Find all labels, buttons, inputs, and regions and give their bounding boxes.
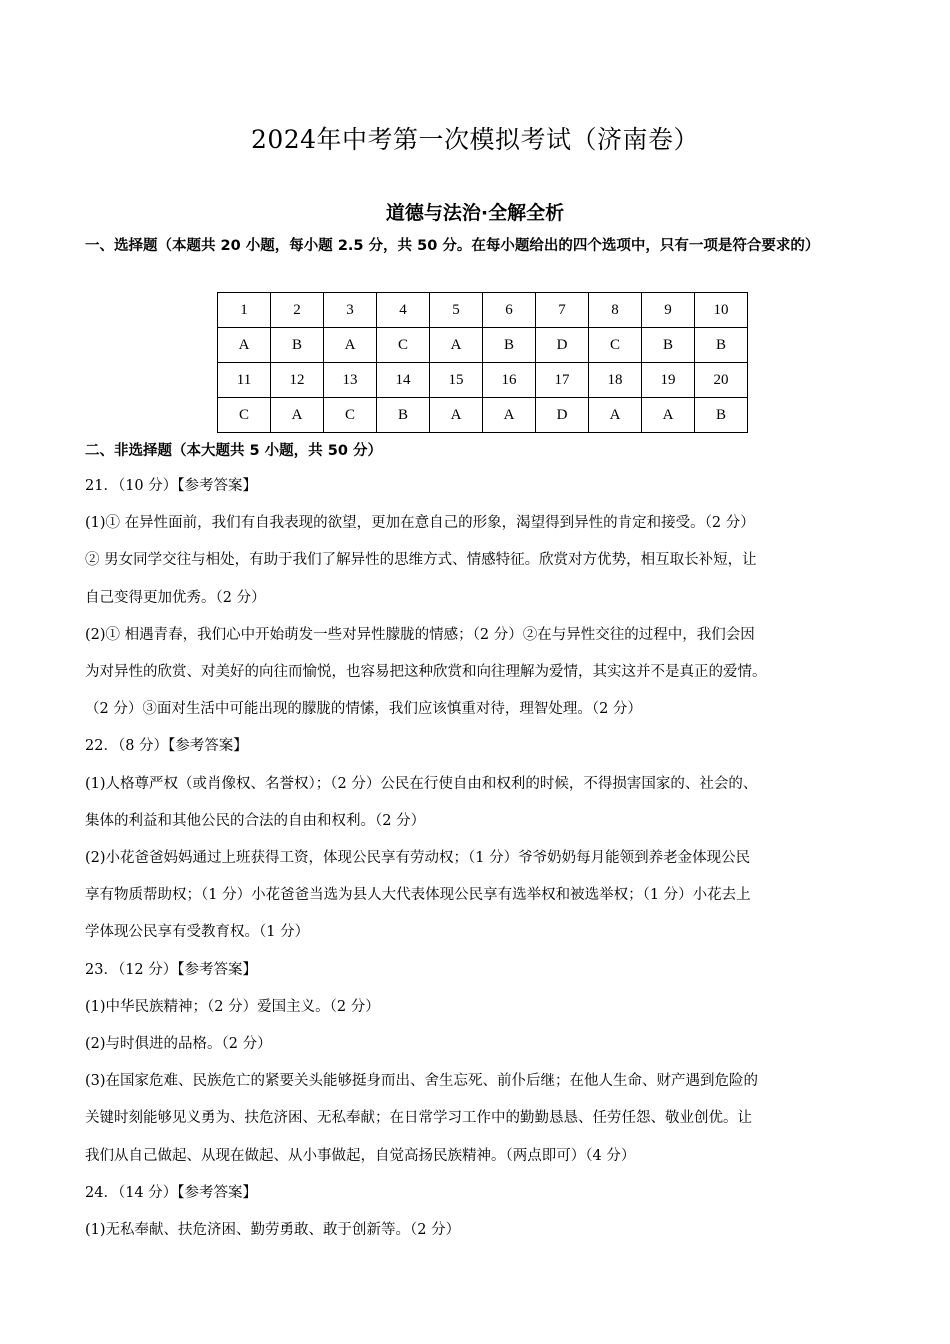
text-line: 关键时刻能够见义勇为、扶危济困、无私奉献；在日常学习工作中的勤勤恳恳、任劳任怨、敬业创优。让 (85, 1110, 752, 1127)
question-number-cell: 15 (430, 363, 483, 398)
question-number-cell: 11 (218, 363, 271, 398)
answer-cell: A (483, 398, 536, 433)
answer-cell: C (589, 328, 642, 363)
text-line: (1)无私奉献、扶危济困、勤劳勇敢、敢于创新等。（2 分） (85, 1222, 461, 1239)
question-number-cell: 4 (377, 293, 430, 328)
question-number-cell: 5 (430, 293, 483, 328)
question-number-cell: 12 (271, 363, 324, 398)
answer-cell: A (218, 328, 271, 363)
answer-cell: B (642, 328, 695, 363)
answer-cell: C (377, 328, 430, 363)
question-number-cell: 3 (324, 293, 377, 328)
question-number-cell: 17 (536, 363, 589, 398)
answer-cell: A (324, 328, 377, 363)
answer-cell: C (324, 398, 377, 433)
text-line: 24．（14 分）【参考答案】 (85, 1184, 258, 1201)
answer-cell: D (536, 328, 589, 363)
answer-cell: B (695, 398, 748, 433)
text-line: 集体的利益和其他公民的合法的自由和权利。（2 分） (85, 812, 426, 829)
answer-cell: B (377, 398, 430, 433)
answer-cell: A (430, 398, 483, 433)
text-line: (2)与时俱进的品格。（2 分） (85, 1036, 272, 1053)
question-number-cell: 18 (589, 363, 642, 398)
question-number-cell: 13 (324, 363, 377, 398)
text-line: 享有物质帮助权；（1 分）小花爸爸当选为县人大代表体现公民享有选举权和被选举权；（1 分）小花去上 (85, 887, 751, 904)
text-line: (1)人格尊严权（或肖像权、名誉权）；（2 分）公民在行使自由和权利的时候，不得损害国家的、社会的、 (85, 775, 758, 792)
answer-cell: A (430, 328, 483, 363)
page-subtitle: 道德与法治·全解全析 (385, 202, 565, 224)
answer-cell: A (589, 398, 642, 433)
answer-cell: A (642, 398, 695, 433)
answer-cell: B (271, 328, 324, 363)
text-line: 我们从自己做起、从现在做起、从小事做起，自觉高扬民族精神。（两点即可）（4 分） (85, 1147, 636, 1164)
text-line: (1)① 在异性面前，我们有自我表现的欲望，更加在意自己的形象，渴望得到异性的肯定和接受。（2 分） (85, 515, 755, 532)
answer-cell: A (271, 398, 324, 433)
answer-cell: B (695, 328, 748, 363)
text-line: 自己变得更加优秀。（2 分） (85, 589, 266, 606)
text-line: 23．（12 分）【参考答案】 (85, 961, 258, 978)
text-line: 22．（8 分）【参考答案】 (85, 738, 248, 755)
section-2-heading: 二、非选择题（本大题共 5 小题，共 50 分） (85, 443, 382, 459)
question-number-cell: 1 (218, 293, 271, 328)
question-number-cell: 16 (483, 363, 536, 398)
question-number-row (218, 293, 748, 328)
answer-explanations (85, 438, 875, 1249)
text-line: （2 分）③面对生活中可能出现的朦胧的情愫，我们应该慎重对待，理智处理。（2 分） (85, 701, 642, 718)
section-1-heading: 一、选择题（本题共 20 小题，每小题 2.5 分，共 50 分。在每小题给出的四个选项中，只有一项是符合要求的） (85, 238, 820, 254)
question-number-cell: 9 (642, 293, 695, 328)
text-line: (3)在国家危难、民族危亡的紧要关头能够挺身而出、舍生忘死、前仆后继；在他人生命、财产遇到危险的 (85, 1073, 759, 1090)
question-number-cell: 14 (377, 363, 430, 398)
answer-table (217, 292, 748, 433)
question-number-cell: 20 (695, 363, 748, 398)
answer-cell: C (218, 398, 271, 433)
text-line: (2)① 相遇青春，我们心中开始萌发一些对异性朦胧的情感；（2 分）②在与异性交往的过程中，我们会因 (85, 626, 755, 643)
text-line: 学体现公民享有受教育权。（1 分） (85, 924, 310, 941)
question-number-cell: 2 (271, 293, 324, 328)
page-title: 2024年中考第一次模拟考试（济南卷） (250, 125, 700, 154)
question-number-cell: 7 (536, 293, 589, 328)
question-number-cell: 6 (483, 293, 536, 328)
answer-lines (85, 468, 875, 1249)
text-line: 为对异性的欣赏、对美好的向往而愉悦，也容易把这种欣赏和向往理解为爱情，其实这并不是真正的爱情。 (85, 664, 767, 681)
answer-row (218, 398, 748, 433)
question-number-cell: 10 (695, 293, 748, 328)
question-number-row (218, 363, 748, 398)
text-line: 21．（10 分）【参考答案】 (85, 478, 258, 494)
text-line: (1)中华民族精神；（2 分）爱国主义。（2 分） (85, 998, 380, 1015)
question-number-cell: 8 (589, 293, 642, 328)
answer-row (218, 328, 748, 363)
answer-cell: B (483, 328, 536, 363)
answer-cell: D (536, 398, 589, 433)
text-line: ② 男女同学交往与相处，有助于我们了解异性的思维方式、情感特征。欣赏对方优势，相互取长补短，让 (85, 552, 757, 569)
question-number-cell: 19 (642, 363, 695, 398)
text-line: (2)小花爸爸妈妈通过上班获得工资，体现公民享有劳动权；（1 分）爷爷奶奶每月能领到养老金体现公民 (85, 850, 751, 867)
